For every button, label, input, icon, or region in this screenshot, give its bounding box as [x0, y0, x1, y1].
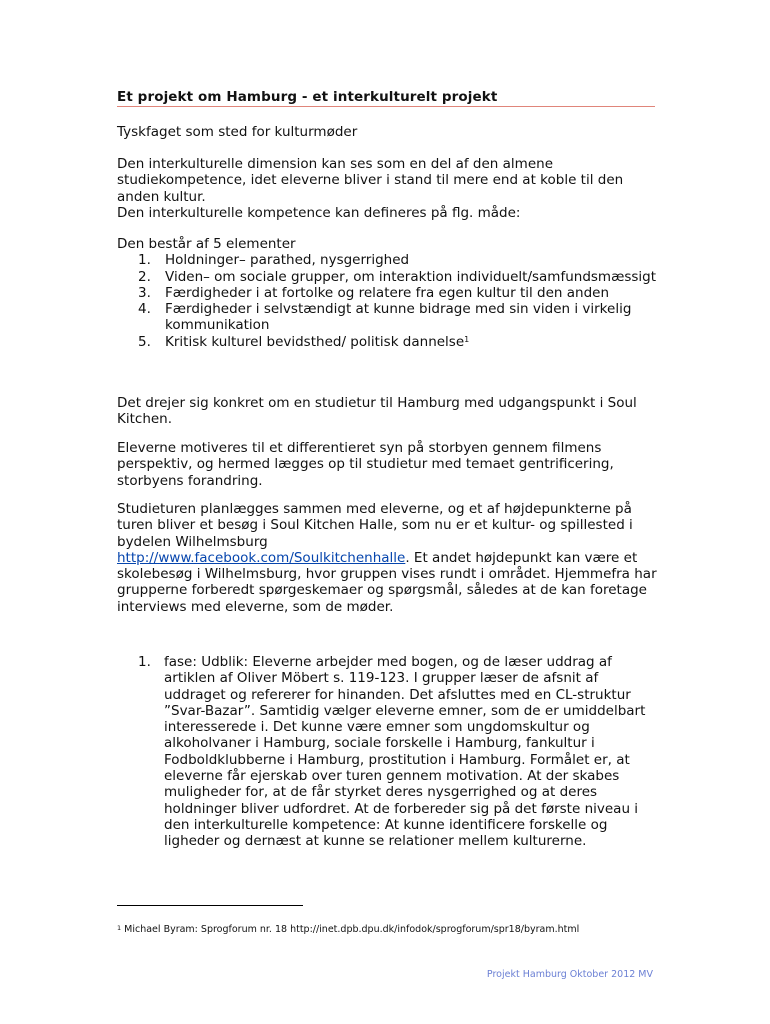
dimension-section	[117, 156, 657, 221]
studietur-text-before-link: Studieturen planlægges sammen med eleverne, og et af højdepunkterne på turen bliver et besøg i Soul Kitchen Halle, som nu er et kultur- og spillested i bydelen Wilhelmsburg	[117, 501, 633, 550]
footnote	[117, 924, 579, 935]
list-item-text: Viden– om sociale grupper, om interaktion individuelt/samfundsmæssigt	[165, 268, 657, 285]
elements-list	[117, 252, 657, 350]
list-item-text: Færdigheder i at fortolke og relatere fra egen kultur til den anden	[165, 284, 610, 301]
subtitle-text: Tyskfaget som sted for kulturmøder	[117, 124, 358, 140]
page-footer: Projekt Hamburg Oktober 2012 MV	[486, 969, 653, 980]
concrete-section	[117, 395, 657, 428]
list-number: 4.	[138, 301, 151, 318]
list-item-text: Færdigheder i selvstændigt at kunne bidrage med sin viden i virkelig kommunikation	[165, 301, 632, 334]
elements-intro: Den består af 5 elementer	[117, 236, 296, 252]
definition-line: Den interkulturelle kompetence kan defineres på flg. måde:	[117, 204, 521, 221]
footnote-separator	[117, 905, 303, 906]
list-number: 1.	[138, 654, 151, 670]
list-item	[117, 252, 657, 268]
title-underline	[117, 106, 655, 107]
document-title: Et projekt om Hamburg - et interkulturelt projekt	[117, 89, 498, 105]
facebook-link[interactable]: http://www.facebook.com/Soulkitchenhalle	[117, 549, 406, 566]
list-item	[117, 334, 657, 350]
dimension-paragraph: Den interkulturelle dimension kan ses som en del af den almene studiekompetence, idet eleverne bliver i stand til mere end at koble til den anden kultur.	[117, 156, 624, 205]
list-number: 1.	[138, 252, 151, 269]
footnote-reference[interactable]: 1	[464, 334, 470, 344]
studietur-paragraph	[117, 501, 657, 615]
footnote-text: Michael Byram: Sprogforum nr. 18 http://inet.dpb.dpu.dk/infodok/sprogforum/spr18/byram.html	[121, 924, 580, 935]
motivation-section	[117, 440, 657, 489]
list-item-text: Kritisk kulturel bevidsthed/ politisk dannelse	[165, 333, 465, 350]
elements-section	[117, 236, 657, 350]
list-number: 2.	[138, 268, 151, 285]
fase-list	[117, 654, 657, 850]
concrete-paragraph: Det drejer sig konkret om en studietur til Hamburg med udgangspunkt i Soul Kitchen.	[117, 395, 637, 428]
list-number: 5.	[138, 333, 151, 350]
subtitle	[117, 124, 657, 140]
studietur-section	[117, 501, 657, 615]
list-item	[117, 269, 657, 285]
list-item-text: Holdninger– parathed, nysgerrighed	[165, 252, 410, 269]
list-item	[117, 285, 657, 301]
fase-text: fase: Udblik: Eleverne arbejder med bogen, og de læser uddrag af artiklen af Oliver Möbert s. 119-123. I grupper læser de afsnit af uddraget og refererer for hinanden. Det afsluttes med en CL-struktur ”Svar-Bazar”. Samtidig vælger eleverne emner, som de er umiddelbart interesserede i. Det kunne være emner som ungdomskultur og alkoholvaner i Hamburg, sociale forskelle i Hamburg, fankultur i Fodboldklubberne i Hamburg, prostitution i Hamburg. Formålet er, at eleverne får ejerskab over turen gennem motivation. At der skabes muligheder for, at de får styrket deres nysgerrighed og at deres holdninger bliver udfordret. At de forbereder sig på det første niveau i den interkulturelle kompetence: At kunne identificere forskelle og ligheder og dernæst at kunne se relationer mellem kulturerne.	[164, 654, 646, 850]
list-item	[117, 654, 657, 850]
list-item	[117, 301, 657, 334]
list-number: 3.	[138, 284, 151, 301]
studietur-text-after-link: . Et andet højdepunkt kan være et skolebesøg i Wilhelmsburg, hvor gruppen vises rundt i området. Hjemmefra har grupperne forberedt spørgeskemaer og spørgsmål, således at de kan foretage interviews med eleverne, som de møder.	[117, 549, 657, 615]
fase-section	[117, 654, 657, 850]
motivation-paragraph: Eleverne motiveres til et differentieret syn på storbyen gennem filmens perspektiv, og hermed lægges op til studietur med temaet gentrificering, storbyens forandring.	[117, 440, 614, 489]
footnote-marker: 1	[117, 924, 122, 932]
